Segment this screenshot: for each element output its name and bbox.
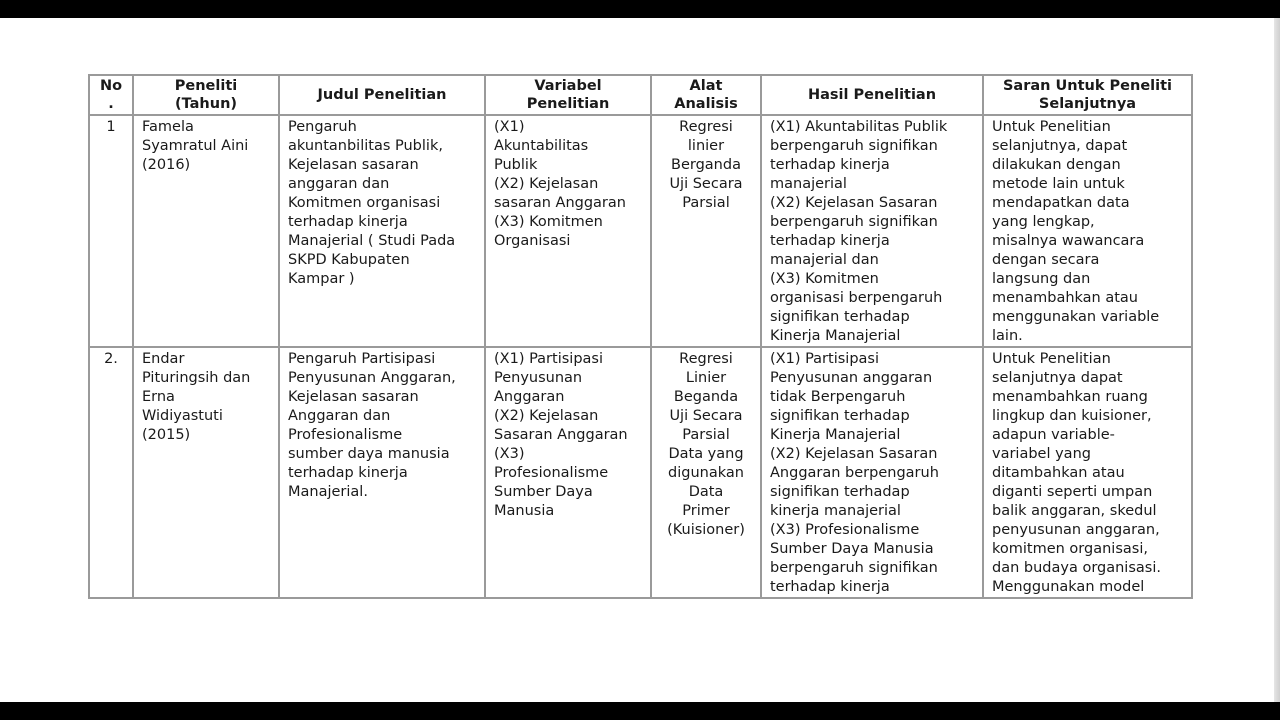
research-table <box>88 74 1193 599</box>
header-hasil: Hasil Penelitian <box>761 75 983 115</box>
table-row <box>89 347 1192 598</box>
cell-variabel: (X1) Partisipasi Penyusunan Anggaran (X2) Kejelasan Sasaran Anggaran (X3) Profesionalisme Sumber Daya Manusia <box>485 347 651 598</box>
header-saran: Saran Untuk Peneliti Selanjutnya <box>983 75 1192 115</box>
cell-saran: Untuk Penelitian selanjutnya dapat menambahkan ruang lingkup dan kuisioner, adapun variable- variabel yang ditambahkan atau diganti seperti umpan balik anggaran, skedul penyusunan anggaran, komitmen organisasi, dan budaya organisasi. Menggunakan model <box>983 347 1192 598</box>
cell-peneliti: Endar Pituringsih dan Erna Widiyastuti (2015) <box>133 347 279 598</box>
cell-hasil: (X1) Partisipasi Penyusunan anggaran tidak Berpengaruh signifikan terhadap Kinerja Manajerial (X2) Kejelasan Sasaran Anggaran berpengaruh signifikan terhadap kinerja manajerial (X3) Profesionalisme Sumber Daya Manusia berpengaruh signifikan terhadap kinerja <box>761 347 983 598</box>
cell-peneliti: Famela Syamratul Aini (2016) <box>133 115 279 347</box>
cell-judul: Pengaruh akuntanbilitas Publik, Kejelasan sasaran anggaran dan Komitmen organisasi terhadap kinerja Manajerial ( Studi Pada SKPD Kabupaten Kampar ) <box>279 115 485 347</box>
document-page <box>0 18 1280 702</box>
header-no: No . <box>89 75 133 115</box>
cell-no: 2. <box>89 347 133 598</box>
page-edge <box>1274 18 1280 702</box>
header-row <box>89 75 1192 115</box>
cell-variabel: (X1) Akuntabilitas Publik (X2) Kejelasan sasaran Anggaran (X3) Komitmen Organisasi <box>485 115 651 347</box>
cell-alat: Regresi Linier Beganda Uji Secara Parsial Data yang digunakan Data Primer (Kuisioner) <box>651 347 761 598</box>
header-judul: Judul Penelitian <box>279 75 485 115</box>
header-alat: Alat Analisis <box>651 75 761 115</box>
header-peneliti: Peneliti (Tahun) <box>133 75 279 115</box>
cell-alat: Regresi linier Berganda Uji Secara Parsial <box>651 115 761 347</box>
table-row <box>89 115 1192 347</box>
cell-hasil: (X1) Akuntabilitas Publik berpengaruh signifikan terhadap kinerja manajerial (X2) Kejelasan Sasaran berpengaruh signifikan terhadap kinerja manajerial dan (X3) Komitmen organisasi berpengaruh signifikan terhadap Kinerja Manajerial <box>761 115 983 347</box>
cell-no: 1 <box>89 115 133 347</box>
header-variabel: Variabel Penelitian <box>485 75 651 115</box>
cell-saran: Untuk Penelitian selanjutnya, dapat dilakukan dengan metode lain untuk mendapatkan data yang lengkap, misalnya wawancara dengan secara langsung dan menambahkan atau menggunakan variable lain. <box>983 115 1192 347</box>
cell-judul: Pengaruh Partisipasi Penyusunan Anggaran, Kejelasan sasaran Anggaran dan Profesionalisme sumber daya manusia terhadap kinerja Manajerial. <box>279 347 485 598</box>
